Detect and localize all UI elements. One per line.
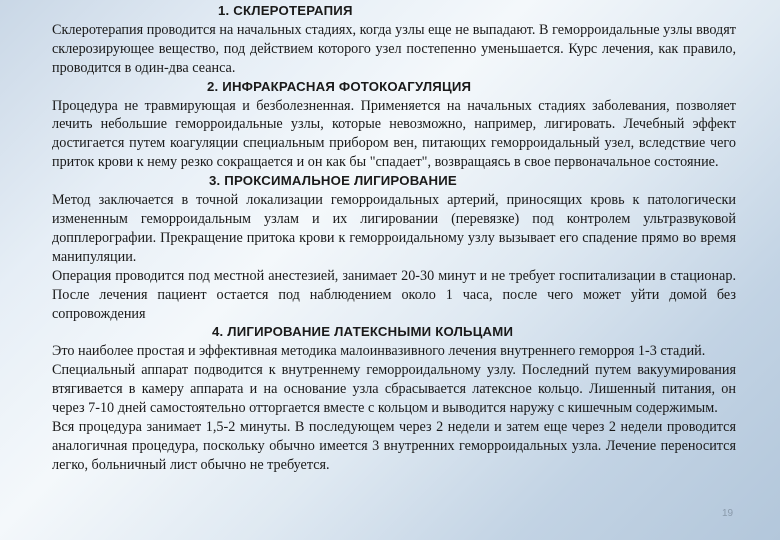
- paragraph: Метод заключается в точной локализации геморроидальных артерий, приносящих кровь к патологически измененным геморроидальным узлам и их лигировании (перевязке) под контролем ультразвуковой допплерографии. Прекращение притока крови к геморроидальному узлу вызывает его спадение прямо во время манипуляции.: [52, 192, 736, 265]
- paragraph: Склеротерапия проводится на начальных стадиях, когда узлы еще не выпадают. В геморроидальные узлы вводят склерозирующее вещество, под действием которого узел постепенно уменьшается. Курс лечения, как правило, проводится в один-два сеанса.: [52, 21, 736, 76]
- heading-sclerotherapy: 1. СКЛЕРОТЕРАПИЯ: [218, 3, 353, 18]
- heading-proximal-ligation: 3. ПРОКСИМАЛЬНОЕ ЛИГИРОВАНИЕ: [209, 173, 457, 189]
- heading-latex-ring-ligation: 4. ЛИГИРОВАНИЕ ЛАТЕКСНЫМИ КОЛЬЦАМИ: [212, 324, 514, 340]
- paragraph: Процедура не травмирующая и безболезненная. Применяется на начальных стадиях заболевания, позволяет лечить небольшие геморроидальные узлы, которые невозможно, например, лигировать. Лечебный эффект достигается путем коагуляции специальным прибором вен, питающих геморроидальный узел, вследствие чего приток крови к нему резко сокращается и он как бы "спадает", возвращаясь в свое первоначальное состояние.: [52, 97, 736, 171]
- paragraph: Специальный аппарат подводится к внутреннему геморроидальному узлу. Последний путем вакуумирования втягивается в камеру аппарата и на основание узла сбрасывается латексное кольцо. Лишенный питания, он через 7-10 дней самостоятельно отторгается вместе с кольцом и выводится наружу с кишечным содержимым.: [52, 362, 736, 417]
- heading-infrared-photocoagulation: 2. ИНФРАКРАСНАЯ ФОТОКОАГУЛЯЦИЯ: [207, 78, 472, 94]
- paragraph: Это наиболее простая и эффективная методика малоинвазивного лечения внутреннего геморроя 1-3 стадий.: [52, 343, 706, 360]
- paragraph: Вся процедура занимает 1,5-2 минуты. В последующем через 2 недели и затем еще через 2 недели проводится аналогичная процедура, поскольку обычно имеется 3 внутренних геморроидальных узла. Лечение переносится легко, больничный лист обычно не требуется.: [52, 418, 736, 473]
- slide-content: [52, 2, 736, 475]
- paragraph: Операция проводится под местной анестезией, занимает 20-30 минут и не требует госпитализации в стационар. После лечения пациент остается под наблюдением около 1 часа, после чего может уйти домой без сопровождения: [52, 267, 736, 322]
- page-number: 19: [722, 508, 734, 519]
